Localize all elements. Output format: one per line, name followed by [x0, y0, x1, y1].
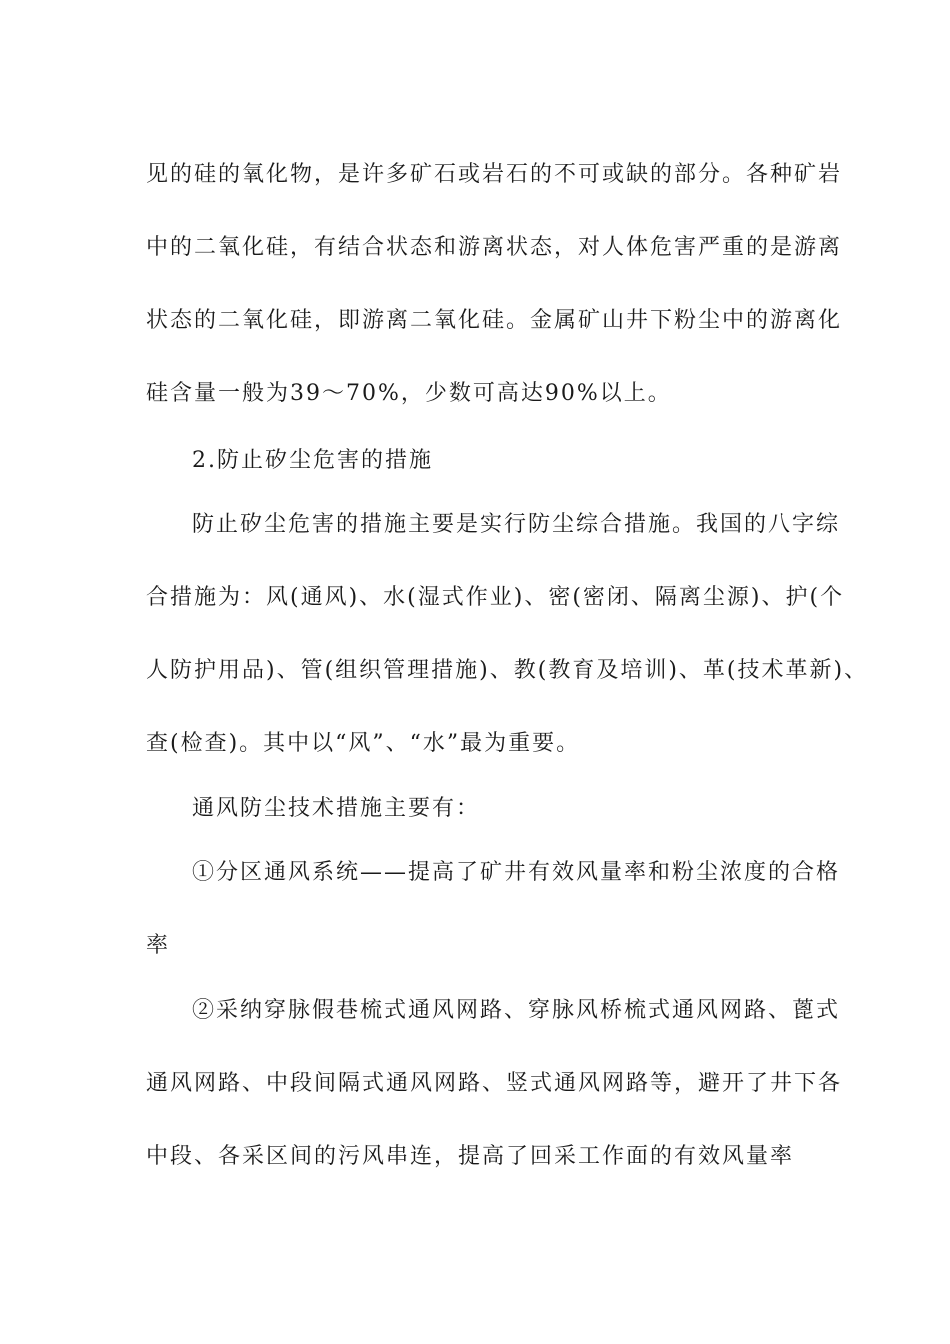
list-item-line: ①分区通风系统——提高了矿井有效风量率和粉尘浓度的合格	[192, 860, 841, 885]
paragraph-line: 查(检查)。其中以“风”、“水”最为重要。	[146, 731, 581, 756]
list-item-line: 通风网路、中段间隔式通风网路、竖式通风网路等，避开了井下各	[146, 1071, 843, 1096]
paragraph-line: 见的硅的氧化物，是许多矿石或岩石的不可或缺的部分。各种矿岩	[146, 162, 843, 187]
list-item-line: 中段、各采区间的污风串连，提高了回采工作面的有效风量率	[146, 1144, 795, 1169]
list-item-line: ②采纳穿脉假巷梳式通风网路、穿脉风桥梳式通风网路、蓖式	[192, 998, 841, 1023]
paragraph-line: 合措施为：风(通风)、水(湿式作业)、密(密闭、隔离尘源)、护(个	[146, 585, 845, 610]
paragraph-line: 通风防尘技术措施主要有：	[192, 796, 481, 821]
paragraph-line: 硅含量一般为39～70%，少数可高达90%以上。	[146, 381, 672, 406]
paragraph-line: 人防护用品)、管(组织管理措施)、教(教育及培训)、革(技术革新)、	[146, 658, 869, 683]
paragraph-line: 中的二氧化硅，有结合状态和游离状态，对人体危害严重的是游离	[146, 235, 843, 260]
list-item-line: 率	[146, 933, 171, 958]
paragraph-line: 防止矽尘危害的措施主要是实行防尘综合措施。我国的八字综	[192, 512, 841, 537]
paragraph-line: 状态的二氧化硅，即游离二氧化硅。金属矿山井下粉尘中的游离化	[146, 308, 843, 333]
section-heading: 2.防止矽尘危害的措施	[192, 448, 433, 473]
